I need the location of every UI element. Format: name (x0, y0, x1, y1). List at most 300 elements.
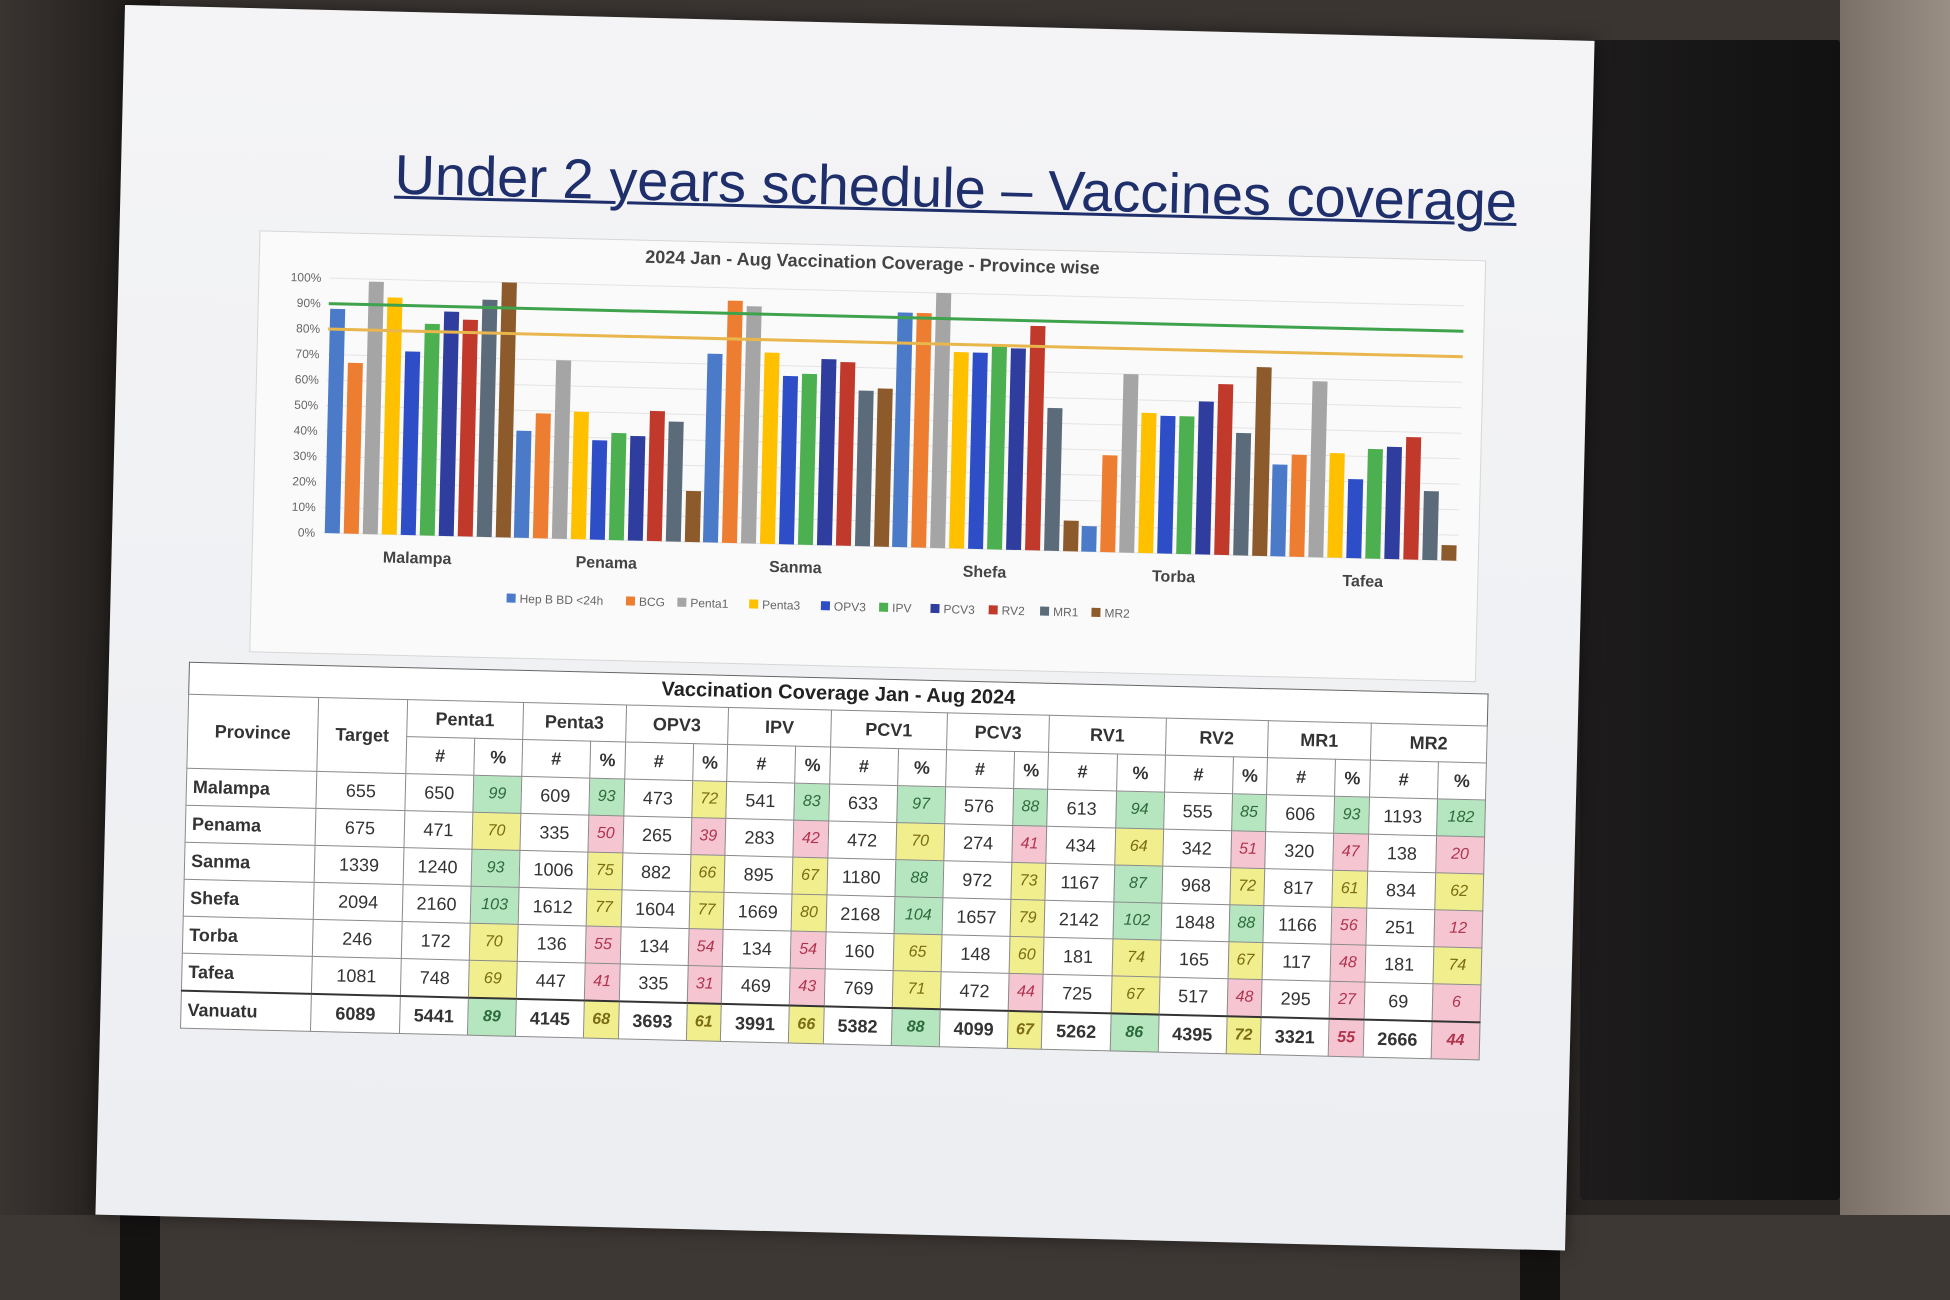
cell-count: 283 (725, 818, 794, 857)
bar-torba-pcv3 (1195, 401, 1214, 554)
cell-count: 5382 (823, 1006, 892, 1045)
bar-penama-penta1 (552, 360, 571, 539)
category-label: Malampa (382, 549, 452, 569)
legend-swatch (879, 603, 888, 612)
cell-count: 172 (401, 922, 470, 961)
legend-swatch (930, 604, 939, 613)
cell-count: 320 (1265, 832, 1334, 871)
bar-sanma-rv2 (836, 362, 855, 546)
header-vaccine: IPV (728, 707, 831, 746)
cell-percent: 73 (1011, 862, 1046, 900)
cell-percent: 104 (894, 897, 943, 935)
cell-count: 972 (943, 861, 1012, 900)
gridline (326, 431, 1461, 459)
cell-count: 447 (516, 961, 585, 1000)
legend-label: Penta3 (761, 597, 801, 613)
header-vaccine: MR1 (1268, 721, 1371, 760)
bar-torba-penta3 (1138, 413, 1156, 554)
cell-count: 725 (1043, 974, 1112, 1013)
table-caption: Vaccination Coverage Jan - Aug 2024 (188, 662, 1488, 726)
cell-count: 160 (825, 932, 894, 971)
bar-malampa-rv2 (458, 320, 478, 537)
subheader-count: # (1369, 760, 1438, 799)
cell-count: 136 (517, 924, 586, 963)
bar-penama-penta3 (571, 412, 589, 540)
bar-torba-ipv (1176, 416, 1194, 554)
cell-percent: 68 (583, 1001, 618, 1039)
cell-count: 138 (1367, 834, 1436, 873)
bar-tafea-mr2 (1441, 545, 1456, 561)
gridline (325, 457, 1460, 485)
gridline (328, 355, 1463, 383)
cell-percent: 67 (792, 857, 827, 895)
cell-percent: 102 (1113, 902, 1162, 940)
subheader-percent: % (590, 741, 625, 779)
cell-percent: 20 (1436, 836, 1485, 874)
cell-percent: 6 (1432, 984, 1481, 1023)
cell-percent: 88 (891, 1008, 940, 1047)
cell-percent: 80 (791, 894, 826, 932)
header-vaccine: RV1 (1049, 715, 1166, 755)
legend-label: IPV (891, 600, 912, 616)
legend-swatch (1040, 607, 1049, 616)
target-line (329, 304, 1464, 332)
cell-count: 1166 (1263, 906, 1332, 945)
cell-count: 748 (400, 959, 469, 998)
cell-count: 3693 (618, 1001, 687, 1040)
y-tick-label: 50% (294, 397, 319, 413)
cell-percent: 74 (1433, 947, 1482, 985)
subheader-count: # (829, 747, 898, 786)
subheader-percent: % (692, 744, 727, 782)
bar-malampa-ipv (420, 324, 440, 536)
cell-percent: 66 (690, 855, 725, 893)
cell-percent: 103 (470, 886, 519, 924)
bar-torba-mr2 (1252, 367, 1272, 556)
bar-shefa-penta1 (930, 293, 951, 548)
bar-malampa-penta3 (382, 297, 403, 534)
cell-percent: 67 (1228, 942, 1263, 980)
cell-percent: 56 (1331, 907, 1366, 945)
category-label: Shefa (962, 563, 1007, 582)
cell-percent: 27 (1329, 981, 1364, 1019)
header-vaccine: RV2 (1165, 718, 1268, 757)
bar-penama-mr1 (666, 422, 684, 542)
cell-count: 117 (1262, 943, 1331, 982)
legend-swatch (821, 601, 830, 610)
cell-count: 295 (1261, 980, 1330, 1019)
cell-count: 335 (619, 964, 688, 1003)
bar-tafea-mr1 (1422, 491, 1439, 560)
cell-target: 655 (316, 771, 406, 810)
cell-target: 1339 (314, 845, 404, 884)
cell-count: 472 (940, 972, 1009, 1011)
cell-percent: 182 (1436, 799, 1485, 837)
cell-province: Torba (182, 916, 313, 956)
cell-count: 265 (622, 816, 691, 855)
cell-count: 1240 (403, 848, 472, 887)
bar-tafea-penta3 (1327, 453, 1345, 558)
cell-count: 274 (944, 824, 1013, 863)
cell-count: 1604 (621, 890, 690, 929)
bar-tafea-ipv (1365, 449, 1383, 559)
legend-swatch (1091, 608, 1100, 617)
y-tick-label: 100% (290, 270, 322, 285)
bar-malampa-pcv3 (439, 311, 459, 536)
cell-province: Penama (185, 805, 316, 845)
bar-malampa-penta1 (363, 282, 384, 535)
header-vaccine: OPV3 (625, 705, 728, 744)
cell-count: 181 (1044, 937, 1113, 976)
bar-penama-bcg (533, 413, 551, 538)
subheader-count: # (945, 750, 1014, 789)
bar-torba-penta1 (1119, 374, 1138, 553)
coverage-chart (249, 230, 1486, 682)
gridline (324, 482, 1459, 510)
cell-target: 1081 (312, 956, 402, 996)
cell-count: 69 (1364, 982, 1433, 1021)
subheader-count: # (406, 737, 475, 776)
bar-shefa-bcg (911, 313, 932, 548)
cell-percent: 97 (897, 786, 946, 824)
bar-torba-hep-b-bd-24h (1081, 526, 1097, 552)
cell-percent: 47 (1333, 833, 1368, 871)
bar-penama-pcv3 (628, 436, 646, 541)
cell-province: Vanuatu (181, 991, 312, 1032)
bar-sanma-mr1 (855, 390, 874, 546)
header-vaccine: Penta1 (407, 700, 524, 740)
cell-count: 1193 (1368, 797, 1437, 836)
chart-title: 2024 Jan - Aug Vaccination Coverage - Province wise (644, 246, 1100, 278)
cell-percent: 50 (588, 815, 623, 853)
cell-percent: 39 (691, 818, 726, 856)
cell-percent: 77 (689, 892, 724, 930)
gridline (329, 278, 1464, 306)
cell-percent: 64 (1114, 828, 1163, 866)
header-vaccine: MR2 (1370, 723, 1487, 763)
cell-count: 342 (1162, 829, 1231, 868)
cell-percent: 74 (1112, 939, 1161, 977)
header-vaccine: Penta3 (523, 702, 626, 741)
cell-percent: 70 (472, 812, 521, 850)
subheader-percent: % (795, 746, 830, 784)
bar-malampa-mr1 (477, 300, 498, 537)
bar-penama-rv2 (647, 411, 665, 541)
cell-count: 2160 (402, 885, 471, 924)
cell-count: 576 (945, 787, 1014, 826)
subheader-percent: % (1437, 762, 1486, 800)
cell-percent: 79 (1010, 899, 1045, 937)
cell-count: 434 (1046, 826, 1115, 865)
bar-penama-mr2 (685, 491, 701, 542)
cell-count: 181 (1365, 945, 1434, 984)
cell-count: 769 (824, 969, 893, 1008)
y-tick-label: 20% (292, 474, 317, 489)
bar-shefa-pcv3 (1006, 348, 1026, 550)
header-target: Target (317, 697, 408, 773)
bar-sanma-penta1 (741, 306, 762, 543)
subheader-count: # (1164, 755, 1233, 794)
cell-percent: 71 (892, 971, 941, 1010)
legend-label: BCG (638, 594, 666, 610)
cell-percent: 70 (469, 923, 518, 961)
cell-count: 541 (726, 781, 795, 820)
cell-percent: 67 (1111, 976, 1160, 1015)
category-label: Sanma (768, 558, 822, 578)
bar-shefa-rv2 (1025, 326, 1045, 551)
cell-count: 2168 (826, 895, 895, 934)
cell-percent: 69 (468, 960, 517, 999)
bar-tafea-bcg (1289, 455, 1306, 557)
subheader-percent: % (1116, 754, 1165, 792)
cell-count: 5262 (1042, 1012, 1111, 1051)
cell-count: 469 (721, 966, 790, 1005)
cell-percent: 72 (1229, 868, 1264, 906)
cell-count: 650 (405, 774, 474, 813)
bar-tafea-hep-b-bd-24h (1270, 464, 1287, 556)
subheader-count: # (1267, 758, 1336, 797)
legend-label: OPV3 (833, 599, 867, 615)
cell-percent: 93 (471, 849, 520, 887)
bar-shefa-hep-b-bd-24h (892, 312, 913, 547)
cell-percent: 54 (688, 929, 723, 967)
cell-count: 968 (1161, 866, 1230, 905)
subheader-percent: % (898, 749, 947, 787)
legend-swatch (507, 594, 516, 603)
cell-percent: 88 (1229, 905, 1264, 943)
subheader-count: # (727, 744, 796, 783)
cell-percent: 60 (1009, 936, 1044, 974)
cell-count: 609 (521, 776, 590, 815)
cell-percent: 62 (1435, 873, 1484, 911)
cell-percent: 66 (789, 1006, 824, 1044)
y-tick-label: 30% (292, 448, 318, 464)
bar-tafea-penta1 (1308, 381, 1327, 557)
cell-count: 1167 (1045, 863, 1114, 902)
cell-count: 5441 (399, 996, 468, 1035)
bar-shefa-mr1 (1044, 408, 1062, 551)
cell-count: 3991 (721, 1004, 790, 1043)
bar-malampa-mr2 (496, 282, 517, 537)
legend-swatch (989, 605, 998, 614)
bar-sanma-hep-b-bd-24h (703, 354, 723, 543)
cell-target: 6089 (311, 994, 401, 1034)
projected-slide (95, 5, 1594, 1251)
cell-count: 2142 (1044, 900, 1113, 939)
cell-count: 817 (1264, 869, 1333, 908)
legend-label: Hep B BD <24h (519, 591, 604, 608)
cell-count: 251 (1366, 908, 1435, 947)
cell-percent: 70 (896, 823, 945, 861)
bar-shefa-ipv (987, 345, 1007, 549)
cell-count: 1848 (1160, 903, 1229, 942)
subheader-count: # (624, 742, 693, 781)
cell-percent: 93 (589, 778, 624, 816)
cell-count: 613 (1047, 789, 1116, 828)
coverage-data-table (180, 694, 1488, 1061)
subheader-count: # (522, 739, 591, 778)
subheader-percent: % (474, 738, 523, 776)
legend-swatch (626, 596, 635, 605)
cell-percent: 88 (1013, 788, 1048, 826)
cell-count: 1180 (827, 858, 896, 897)
bar-torba-mr1 (1233, 433, 1251, 556)
subheader-percent: % (1335, 759, 1370, 797)
cell-percent: 94 (1115, 791, 1164, 829)
cell-percent: 89 (467, 998, 516, 1037)
cell-count: 3321 (1260, 1017, 1329, 1056)
bar-torba-bcg (1100, 455, 1117, 552)
gridline (323, 533, 1458, 561)
bar-penama-ipv (609, 433, 627, 540)
cell-count: 148 (941, 935, 1010, 974)
cell-percent: 48 (1227, 979, 1262, 1017)
cell-percent: 99 (473, 775, 522, 813)
legend-label: MR2 (1104, 606, 1130, 621)
cell-count: 472 (828, 821, 897, 860)
cell-count: 134 (722, 929, 791, 968)
cell-percent: 43 (790, 968, 825, 1006)
y-tick-label: 80% (295, 321, 321, 336)
cell-percent: 44 (1008, 973, 1043, 1011)
cell-percent: 77 (586, 889, 621, 927)
y-tick-label: 0% (297, 525, 316, 540)
cell-count: 335 (520, 813, 589, 852)
cell-percent: 41 (1012, 825, 1047, 863)
category-label: Tafea (1342, 572, 1384, 591)
cell-province: Shefa (183, 879, 314, 919)
coverage-table (180, 662, 1489, 1061)
bar-sanma-penta3 (760, 352, 780, 544)
cell-percent: 31 (687, 966, 722, 1004)
cell-percent: 61 (686, 1003, 721, 1041)
legend-label: PCV3 (943, 602, 976, 617)
y-tick-label: 10% (291, 499, 316, 515)
category-label: Torba (1151, 568, 1196, 587)
cell-province: Malampa (186, 768, 317, 808)
bar-penama-opv3 (590, 440, 607, 540)
cell-percent: 41 (584, 963, 619, 1001)
bar-tafea-pcv3 (1384, 447, 1402, 560)
cell-percent: 44 (1431, 1021, 1480, 1060)
cell-percent: 67 (1007, 1011, 1042, 1049)
bar-tafea-opv3 (1346, 479, 1363, 558)
subheader-percent: % (1232, 757, 1267, 795)
cell-target: 675 (315, 808, 405, 847)
cell-count: 4145 (515, 999, 584, 1038)
cell-target: 2094 (313, 882, 403, 921)
cell-percent: 72 (1226, 1016, 1261, 1054)
bar-sanma-bcg (722, 301, 743, 544)
y-tick-label: 40% (293, 423, 318, 438)
subheader-count: # (1048, 752, 1117, 791)
cell-percent: 65 (893, 934, 942, 972)
cell-count: 517 (1159, 977, 1228, 1016)
cell-percent: 51 (1230, 831, 1265, 869)
wall-right (1840, 0, 1950, 1300)
cell-percent: 85 (1231, 794, 1266, 832)
cell-count: 473 (623, 779, 692, 818)
header-vaccine: PCV1 (830, 710, 947, 750)
y-tick-label: 60% (294, 372, 320, 387)
slide-title: Under 2 years schedule – Vaccines coverage (393, 142, 1518, 234)
cell-count: 134 (620, 927, 689, 966)
cell-percent: 86 (1110, 1013, 1159, 1052)
cell-count: 633 (829, 784, 898, 823)
cell-count: 555 (1163, 792, 1232, 831)
cell-count: 606 (1266, 795, 1335, 834)
cell-percent: 54 (790, 931, 825, 969)
bar-torba-opv3 (1157, 416, 1175, 554)
y-tick-label: 90% (296, 295, 321, 311)
bar-sanma-mr2 (874, 388, 893, 546)
category-label: Penama (575, 554, 638, 573)
cell-percent: 88 (895, 860, 944, 898)
cell-percent: 12 (1434, 910, 1483, 948)
cell-count: 4099 (939, 1009, 1008, 1048)
header-province: Province (187, 694, 319, 771)
cell-percent: 55 (1328, 1019, 1363, 1057)
cell-count: 882 (622, 853, 691, 892)
cell-province: Sanma (184, 842, 315, 882)
gridline (326, 406, 1461, 434)
cell-count: 165 (1160, 940, 1229, 979)
cell-percent: 55 (585, 926, 620, 964)
bar-malampa-opv3 (401, 351, 420, 535)
subheader-percent: % (1014, 751, 1049, 789)
cell-count: 4395 (1158, 1015, 1227, 1054)
legend-swatch (677, 598, 686, 607)
target-line (328, 329, 1463, 357)
cell-count: 2666 (1363, 1020, 1432, 1059)
bar-malampa-hep-b-bd-24h (325, 309, 345, 534)
cell-count: 1669 (723, 892, 792, 931)
bar-shefa-penta3 (949, 352, 969, 549)
header-vaccine: PCV3 (946, 713, 1049, 752)
gridline (327, 380, 1462, 408)
legend-label: RV2 (1001, 603, 1025, 619)
bar-shefa-opv3 (968, 352, 988, 549)
cell-percent: 48 (1330, 944, 1365, 982)
cell-province: Tafea (181, 953, 312, 994)
cell-count: 834 (1366, 871, 1435, 910)
cell-count: 895 (724, 855, 793, 894)
bar-penama-hep-b-bd-24h (514, 431, 532, 538)
cell-percent: 72 (692, 781, 727, 819)
cell-count: 471 (404, 811, 473, 850)
cell-percent: 61 (1332, 870, 1367, 908)
cell-percent: 87 (1113, 865, 1162, 903)
legend-label: Penta1 (690, 595, 729, 611)
legend-label: MR1 (1052, 604, 1079, 620)
gridline (324, 508, 1459, 536)
chart-svg (250, 231, 1485, 681)
cell-percent: 83 (794, 783, 829, 821)
cell-count: 1657 (942, 898, 1011, 937)
bar-tafea-rv2 (1403, 437, 1421, 560)
tv-bezel (1580, 40, 1840, 1200)
cell-target: 246 (312, 919, 402, 958)
bar-shefa-mr2 (1063, 520, 1079, 551)
cell-count: 1006 (519, 850, 588, 889)
y-tick-label: 70% (295, 346, 320, 362)
bar-sanma-pcv3 (817, 359, 837, 545)
cell-percent: 93 (1334, 796, 1369, 834)
cell-percent: 75 (587, 852, 622, 890)
legend-swatch (749, 599, 758, 608)
cell-percent: 42 (793, 820, 828, 858)
cell-count: 1612 (518, 887, 587, 926)
